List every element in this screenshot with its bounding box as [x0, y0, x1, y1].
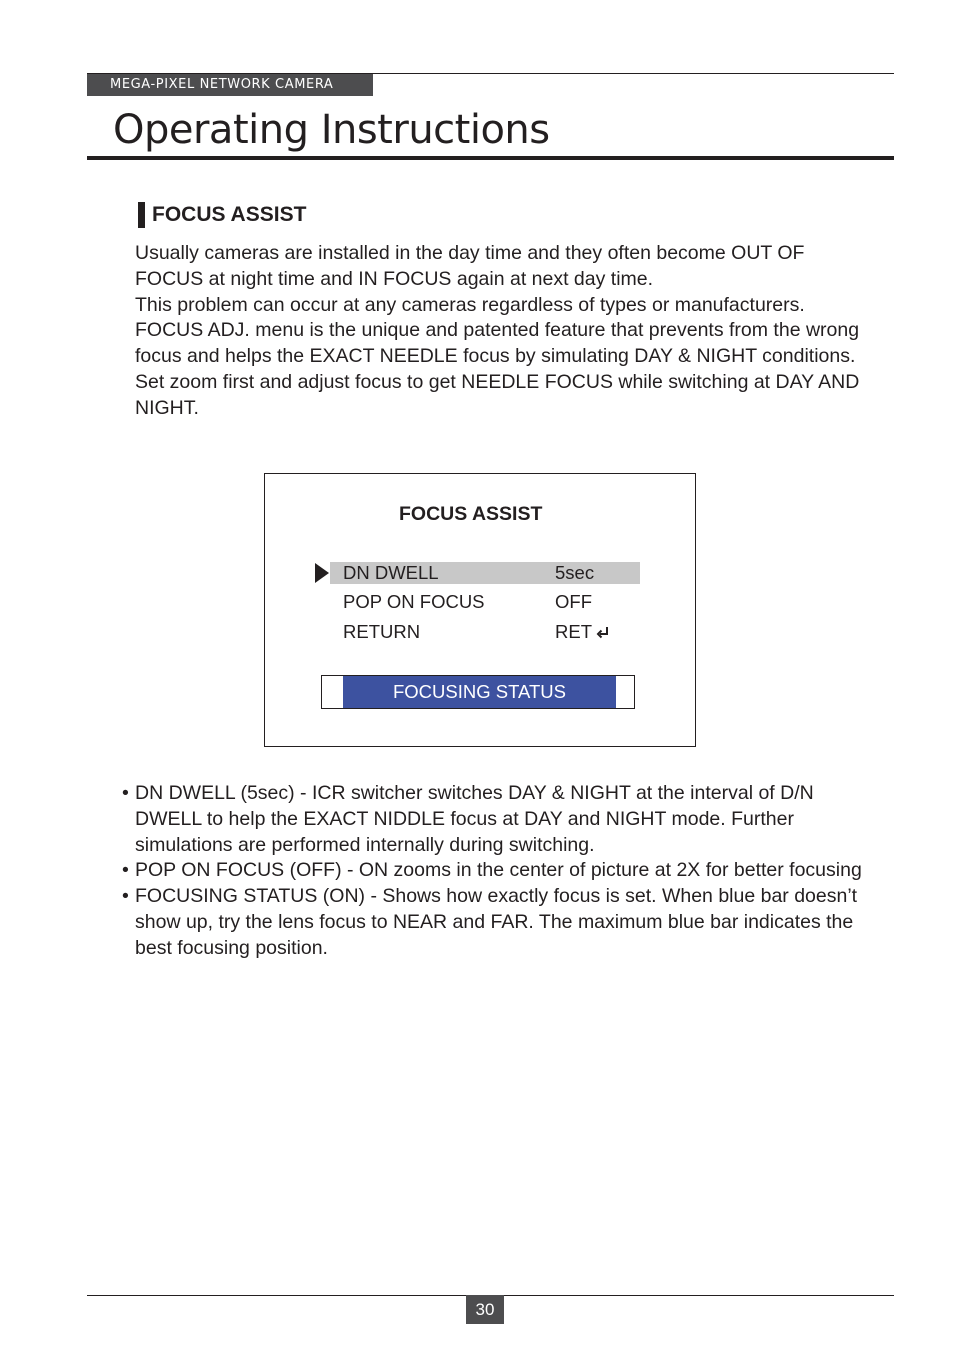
page-title: Operating Instructions — [113, 107, 550, 153]
intro-paragraph: Usually cameras are installed in the day time and they often become OUT OF FOCUS at night time and IN FOCUS again at next day time. — [135, 242, 805, 290]
osd-menu-item-label: POP ON FOCUS — [343, 591, 485, 612]
section-marker — [138, 202, 145, 228]
osd-menu-item-pop-on-focus[interactable] — [330, 591, 640, 613]
list-item — [122, 858, 862, 884]
notes-list — [122, 781, 862, 962]
title-rule — [87, 156, 894, 160]
bullet: • — [122, 885, 129, 908]
list-item — [122, 884, 862, 961]
product-tag: MEGA-PIXEL NETWORK CAMERA — [87, 74, 373, 96]
section-heading — [138, 202, 306, 228]
osd-menu-item-value: 5sec — [555, 562, 595, 583]
note-text: DN DWELL (5sec) - ICR switcher switches DAY & NIGHT at the interval of D/N DWELL to help the EXACT NIDDLE focus at DAY and NIGHT mode. Further simulations are performed internally during switching. — [135, 782, 814, 856]
osd-menu-title: FOCUS ASSIST — [399, 503, 543, 525]
triangle-right-icon — [315, 563, 329, 583]
intro-paragraph: Set zoom first and adjust focus to get NEEDLE FOCUS while switching at DAY AND NIGHT. — [135, 370, 860, 419]
osd-menu-item-dn-dwell[interactable] — [330, 562, 640, 584]
section-heading-text: FOCUS ASSIST — [152, 203, 307, 226]
osd-menu-item-return[interactable] — [330, 621, 640, 643]
bullet: • — [122, 782, 129, 804]
return-arrow-icon — [596, 625, 610, 639]
osd-menu-item-value: RET — [555, 621, 592, 642]
osd-menu-box — [264, 473, 696, 747]
list-item — [122, 781, 862, 858]
focusing-status-frame — [321, 675, 635, 709]
osd-menu-item-value-wrap — [555, 621, 610, 643]
intro-paragraph: This problem can occur at any cameras regardless of types or manufacturers. FOCUS ADJ. menu is the unique and patented feature that prevents from the wrong focus and helps the EXACT NEEDLE focus by simulating DAY & NIGHT conditions. — [135, 293, 860, 368]
focusing-status-bar: FOCUSING STATUS — [343, 676, 616, 708]
note-text: POP ON FOCUS (OFF) - ON zooms in the center of picture at 2X for better focusing — [135, 859, 862, 882]
osd-menu-item-value: OFF — [555, 591, 592, 612]
intro-text — [135, 241, 875, 422]
osd-menu-item-label: DN DWELL — [343, 562, 439, 583]
osd-menu-item-label: RETURN — [343, 621, 421, 642]
note-text: FOCUSING STATUS (ON) - Shows how exactly focus is set. When blue bar doesn’t show up, try the lens focus to NEAR and FAR. The maximum blue bar indicates the best focusing position. — [135, 885, 858, 959]
page-number: 30 — [466, 1295, 504, 1324]
bullet: • — [122, 859, 129, 882]
